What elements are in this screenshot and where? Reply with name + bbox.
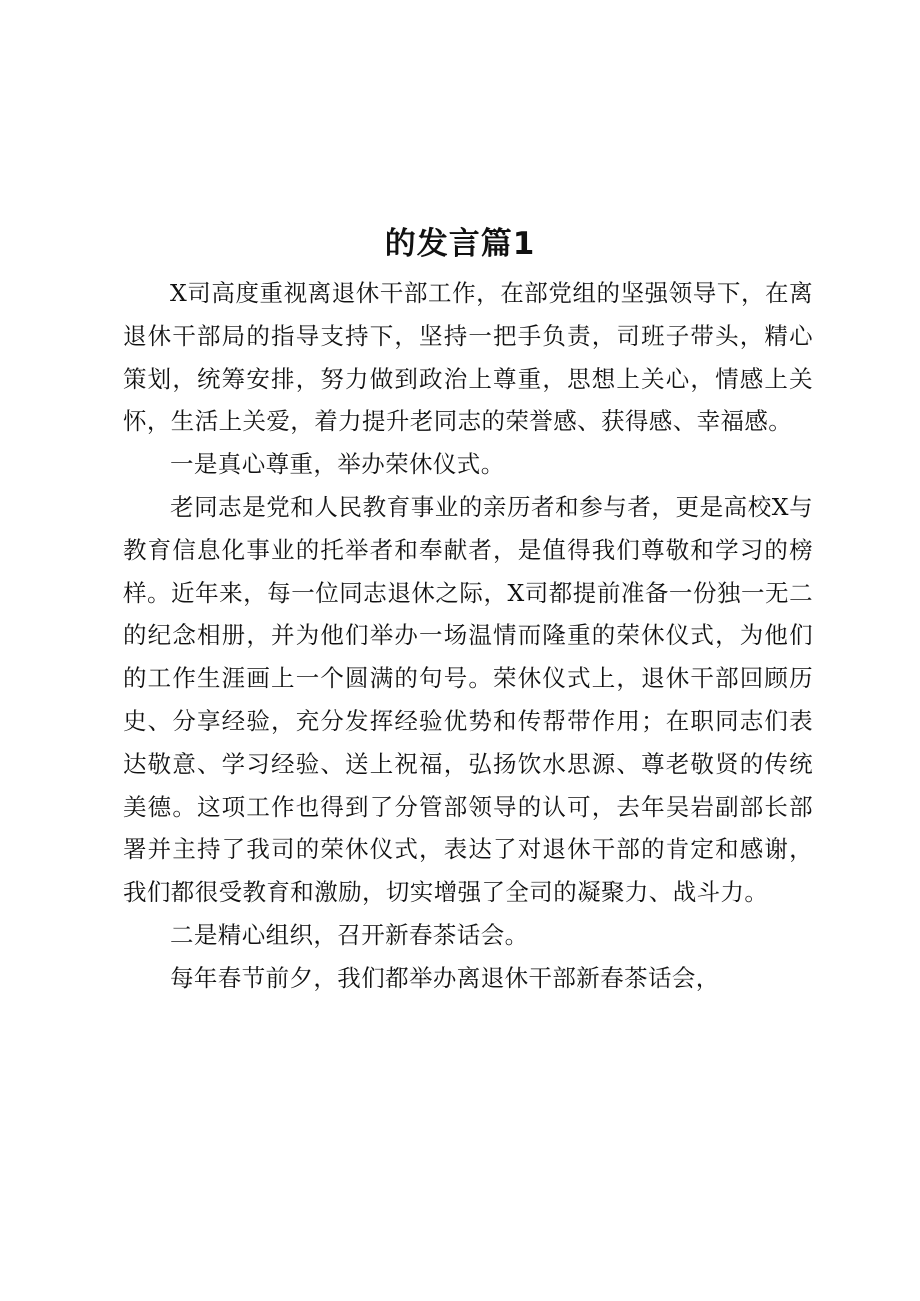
paragraph-intro: X司高度重视离退休干部工作，在部党组的坚强领导下，在离退休干部局的指导支持下，坚持一把手负责，司班子带头，精心策划，统筹安排，努力做到政治上尊重，思想上关心，情感上关怀，生活上关爱，着力提升老同志的荣誉感、获得感、幸福感。 xyxy=(123,279,813,436)
paragraph-retirement-ceremony: 老同志是党和人民教育事业的亲历者和参与者，更是高校X与教育信息化事业的托举者和奉献者，是值得我们尊敬和学习的榜样。近年来，每一位同志退休之际，X司都提前准备一份独一无二的纪念相册，并为他们举办一场温情而隆重的荣休仪式，为他们的工作生涯画上一个圆满的句号。荣休仪式上，退休干部回顾历史、分享经验，充分发挥经验优势和传帮带作用；在职同志们表达敬意、学习经验、送上祝福，弘扬饮水思源、尊老敬贤的传统美德。这项工作也得到了分管部领导的认可，去年吴岩副部长部署并主持了我司的荣休仪式，表达了对退休干部的肯定和感谢，我们都很受教育和激励，切实增强了全司的凝聚力、战斗力。 xyxy=(123,492,813,907)
section-heading-2: 二是精心组织，召开新春茶话会。 xyxy=(170,920,529,949)
document-body xyxy=(123,272,813,1000)
paragraph-tea-party: 每年春节前夕，我们都举办离退休干部新春茶话会， xyxy=(170,963,720,992)
section-heading-1: 一是真心尊重，举办荣休仪式。 xyxy=(170,450,505,479)
document-title: 的发言篇1 xyxy=(384,226,536,262)
